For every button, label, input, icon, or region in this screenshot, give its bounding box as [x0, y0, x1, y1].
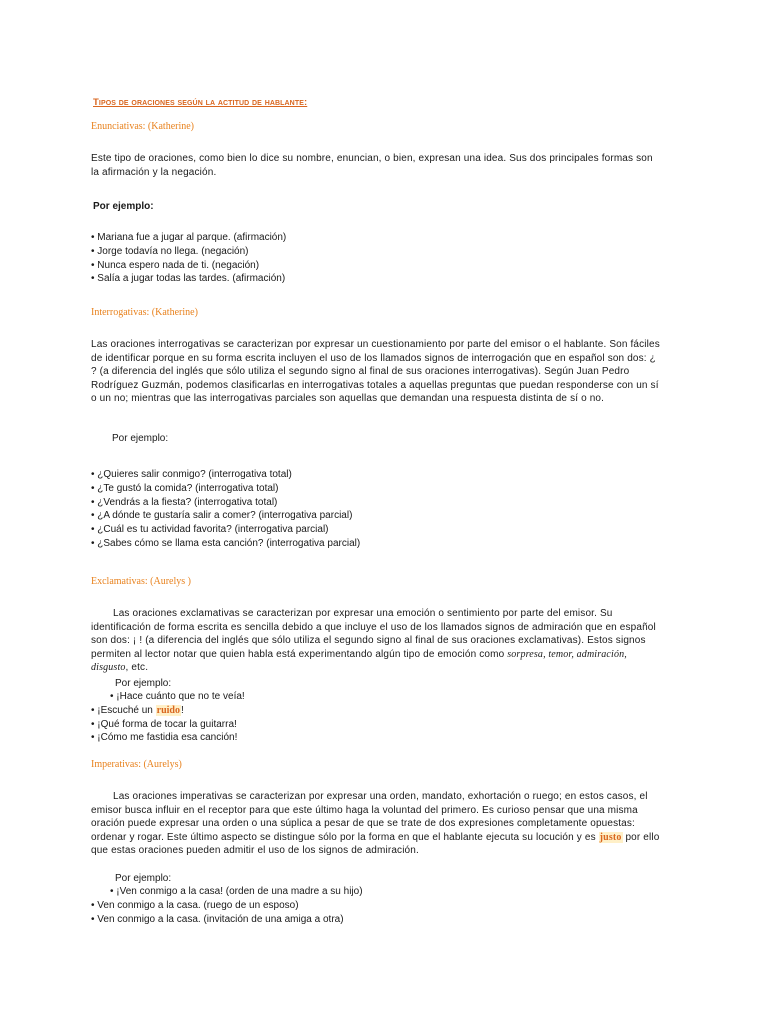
list-item: • ¡Qué forma de tocar la guitarra! [91, 718, 237, 730]
list-imperativas [91, 885, 661, 926]
paragraph-imperativas [91, 790, 661, 858]
paragraph-text: Las oraciones imperativas se caracterizan por expresar una orden, mandato, exhortación o ruego; en estos casos, el emisor busca influir en el receptor para que este último haga la voluntad del primero. Es curioso pensar que una misma oración puede expresar una orden o una súplica a pesar de que se trate de dos expresiones completamente opuestas: ordenar y rogar. Este último aspecto se distingue sólo por la forma en que el hablante ejecuta su locución y es [91, 791, 648, 843]
heading-exclamativas: Exclamativas: (Aurelys ) [91, 576, 191, 587]
emotion-examples: sorpresa, temor, admiración, disgusto [91, 648, 627, 673]
paragraph-text-end: , etc. [125, 662, 149, 673]
list-item: • ¿Sabes cómo se llama esta canción? (interrogativa parcial) [91, 537, 361, 549]
example-label-exclamativas: Por ejemplo: [115, 678, 172, 689]
list-item: • Mariana fue a jugar al parque. (afirmación) [91, 232, 287, 243]
list-item: • Ven conmigo a la casa. (ruego de un esposo) [91, 899, 299, 911]
list-item: • ¿Cuál es tu actividad favorita? (interrogativa parcial) [91, 524, 329, 536]
list-item: • ¡Ven conmigo a la casa! (orden de una madre a su hijo) [110, 886, 363, 897]
list-exclamativas [91, 690, 661, 745]
list-item: • ¿Vendrás a la fiesta? (interrogativa total) [91, 496, 278, 508]
highlighted-word[interactable]: ruido [156, 704, 180, 716]
paragraph-text: Las oraciones exclamativas se caracterizan por expresar una emoción o sentimiento por parte del emisor. Su identificación de forma escrita es sencilla debido a que incluye el uso de los llamados signos de admiración que en español son dos: ¡ ! (a diferencia del inglés que sólo utiliza el segundo signo al final de sus oraciones exclamativas). Estos signos permiten al lector notar que quien habla está experimentando algún tipo de emoción como [91, 608, 656, 660]
list-item: • ¿A dónde te gustaría salir a comer? (interrogativa parcial) [91, 510, 353, 522]
document-title: Tipos de oraciones según la actitud de hablante: [93, 97, 308, 108]
list-item: • ¿Te gustó la comida? (interrogativa total) [91, 482, 279, 494]
list-item: • ¿Quieres salir conmigo? (interrogativa total) [91, 469, 292, 480]
list-item: • ¡Cómo me fastidia esa canción! [91, 732, 238, 744]
list-item: • Salía a jugar todas las tardes. (afirmación) [91, 273, 286, 285]
paragraph-enunciativas: Este tipo de oraciones, como bien lo dice su nombre, enuncian, o bien, expresan una idea. Sus dos principales formas son la afirmación y la negación. [91, 153, 653, 178]
list-enunciativas [91, 231, 661, 286]
example-label-interrogativas: Por ejemplo: [112, 433, 169, 444]
list-item: • Jorge todavía no llega. (negación) [91, 245, 249, 257]
paragraph-interrogativas: Las oraciones interrogativas se caracterizan por expresar un cuestionamiento por parte del emisor o el hablante. Son fáciles de identificar porque en su forma escrita incluyen el uso de los llamados signos de interrogación que en español son dos: ¿ ? (a diferencia del inglés que sólo utiliza el segundo signo al final de sus oraciones interrogativas). Según Juan Pedro Rodríguez Guzmán, podemos clasificarlas en interrogativas totales a aquellas preguntas que puedan responderse con un sí o un no; mientras que las interrogativas parciales son aquellas que demandan una respuesta distinta de sí o no. [91, 339, 660, 404]
list-item: • Ven conmigo a la casa. (invitación de una amiga a otra) [91, 913, 344, 925]
paragraph-text-end: por ello que estas oraciones pueden admitir el uso de los signos de admiración. [91, 831, 660, 856]
list-interrogativas [91, 468, 661, 551]
list-item: • Nunca espero nada de ti. (negación) [91, 259, 260, 271]
list-item-text-end: ! [181, 704, 184, 716]
heading-enunciativas: Enunciativas: (Katherine) [91, 121, 195, 132]
example-label-imperativas: Por ejemplo: [115, 873, 172, 884]
heading-interrogativas: Interrogativas: (Katherine) [91, 307, 198, 318]
list-item: • ¡Hace cuánto que no te veía! [110, 691, 245, 702]
heading-imperativas: Imperativas: (Aurelys) [91, 759, 182, 770]
list-item [91, 704, 661, 718]
list-item-text: • ¡Escuché un [91, 704, 156, 716]
highlighted-word[interactable]: justo [599, 831, 622, 843]
paragraph-exclamativas [91, 607, 661, 675]
example-label-enunciativas: Por ejemplo: [93, 201, 154, 212]
